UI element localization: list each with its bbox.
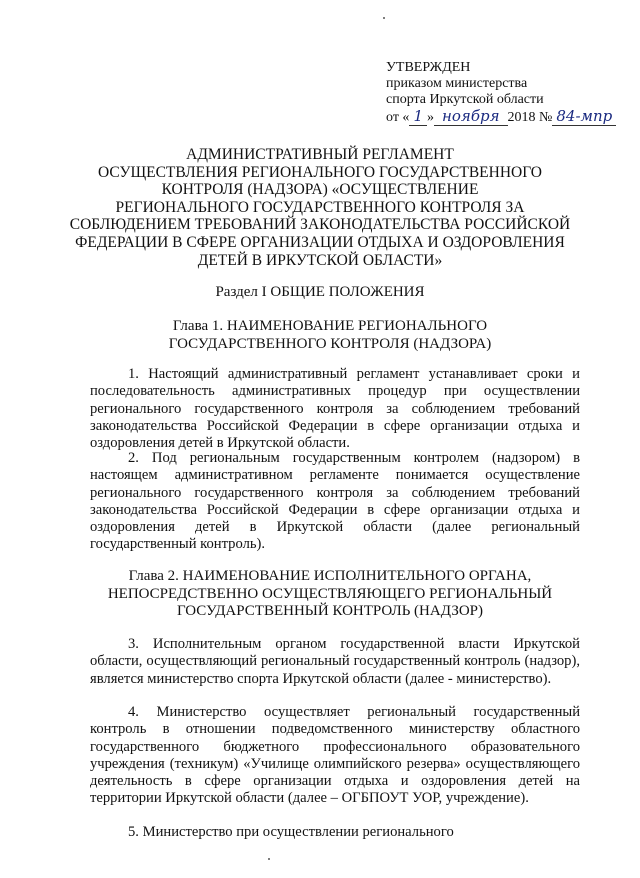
title-line: СОБЛЮДЕНИЕМ ТРЕБОВАНИЙ ЗАКОНОДАТЕЛЬСТВА РОССИЙСКОЙ — [69, 216, 571, 234]
approval-date-line — [386, 108, 616, 126]
handwritten-number: 84-мпр — [552, 107, 616, 126]
approval-block — [386, 60, 616, 126]
approval-order: приказом министерства — [386, 76, 528, 91]
date-mid: » — [426, 110, 434, 125]
handwritten-month: ноября — [434, 107, 508, 126]
approval-ministry: спорта Иркутской области — [386, 92, 544, 107]
title-line: ДЕТЕЙ В ИРКУТСКОЙ ОБЛАСТИ» — [197, 251, 443, 269]
paragraph-4: 4. Министерство осуществляет региональный государственный контроль в отношении подведомственного министерству областного государственного бюджетного профессионального образовательного учреждения (техникум) «Училище олимпийского резерва» осуществляющего деятельность в сфере организации отдыха и оздоровления детей на территории Иркутской области (далее – ОГБПОУТ УОР, учреждение). — [90, 704, 580, 807]
paragraph-5: 5. Министерство при осуществлении регионального — [128, 824, 454, 840]
paragraph-3: 3. Исполнительным органом государственной власти Иркутской области, осуществляющий региональный государственный контроль (надзор), является министерство спорта Иркутской области (далее - министерство). — [90, 636, 580, 687]
chapter2-heading — [80, 568, 580, 621]
title-line: ОСУЩЕСТВЛЕНИЯ РЕГИОНАЛЬНОГО ГОСУДАРСТВЕННОГО — [97, 163, 543, 181]
date-year: 2018 № — [507, 110, 553, 125]
paragraph-2: 2. Под региональным государственным контролем (надзором) в настоящем административном регламенте понимается осуществление регионального государственного контроля за соблюдением требований законодательства Российской Федерации в сфере организации отдыха и оздоровления детей в Иркутской области (далее региональный государственный контроль). — [90, 450, 580, 553]
chapter2-line: ГОСУДАРСТВЕННЫЙ КОНТРОЛЬ (НАДЗОР) — [176, 603, 484, 619]
scan-speck-top — [383, 17, 385, 19]
title-line: АДМИНИСТРАТИВНЫЙ РЕГЛАМЕНТ — [186, 146, 454, 163]
scan-speck-bottom — [268, 858, 270, 860]
chapter2-line: НЕПОСРЕДСТВЕННО ОСУЩЕСТВЛЯЮЩЕГО РЕГИОНАЛЬНЫЙ — [107, 585, 553, 602]
chapter1-line: ГОСУДАРСТВЕННОГО КОНТРОЛЯ (НАДЗОРА) — [168, 335, 492, 352]
chapter2-line: Глава 2. НАИМЕНОВАНИЕ ИСПОЛНИТЕЛЬНОГО ОРГАНА, — [128, 568, 532, 584]
section-heading: Раздел I ОБЩИЕ ПОЛОЖЕНИЯ — [215, 284, 425, 300]
date-prefix: от « — [386, 110, 410, 125]
title-line: ФЕДЕРАЦИИ В СФЕРЕ ОРГАНИЗАЦИИ ОТДЫХА И ОЗДОРОВЛЕНИЯ — [75, 233, 565, 251]
document-title — [60, 146, 580, 269]
handwritten-day: 1 — [409, 107, 427, 126]
chapter1-line: Глава 1. НАИМЕНОВАНИЕ РЕГИОНАЛЬНОГО — [172, 318, 488, 334]
chapter1-heading — [80, 318, 580, 353]
title-line: КОНТРОЛЯ (НАДЗОРА) «ОСУЩЕСТВЛЕНИЕ — [161, 181, 479, 199]
title-line: РЕГИОНАЛЬНОГО ГОСУДАРСТВЕННОГО КОНТРОЛЯ ЗА — [115, 198, 525, 216]
approval-heading: УТВЕРЖДЕН — [386, 60, 471, 75]
paragraph-1: 1. Настоящий административный регламент устанавливает сроки и последовательность административных процедур при осуществлении регионального государственного контроля за соблюдением требований законодательства Российской Федерации в сфере организации отдыха и оздоровления детей в Иркутской области. — [90, 366, 580, 452]
